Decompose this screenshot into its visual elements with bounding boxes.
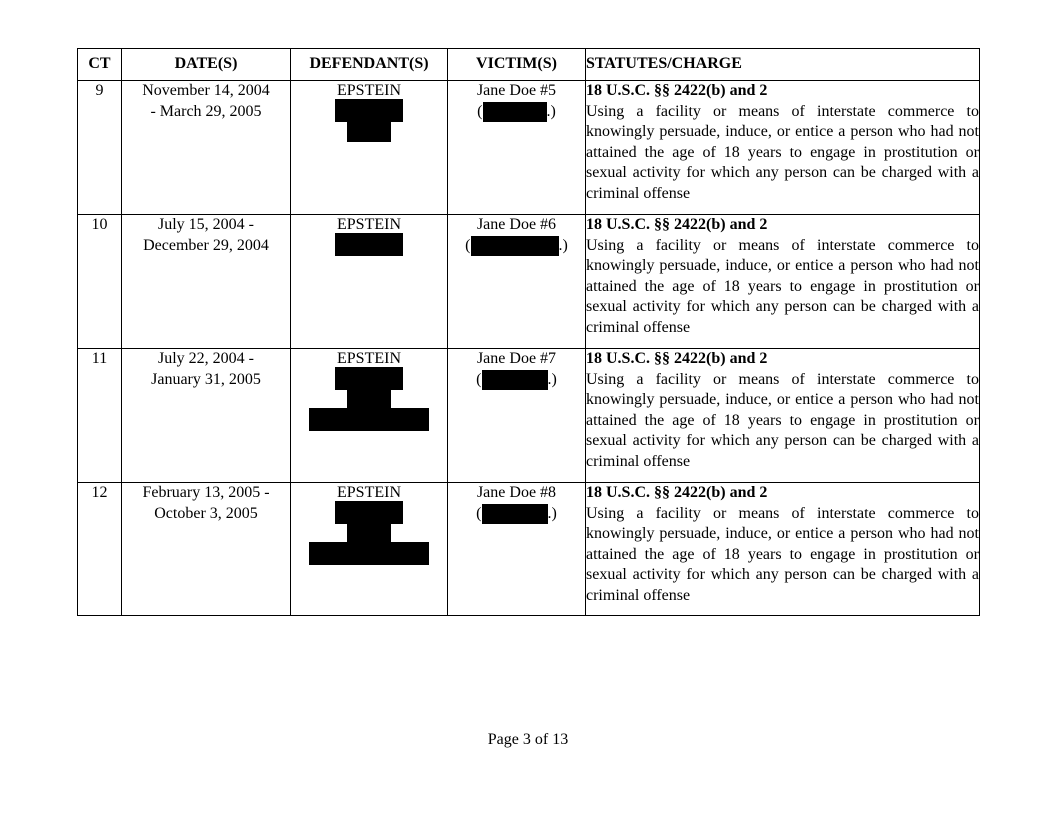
defendants-cell — [291, 349, 448, 483]
statute-cell — [586, 483, 980, 616]
table-row — [78, 483, 980, 616]
table-row — [78, 349, 980, 483]
victim-redacted-line — [477, 102, 556, 123]
statute-text: Using a facility or means of interstate commerce to knowingly persuade, induce, or entice a person who had not attained the age of 18 years to engage in prostitution or sexual activity for which any person can be charged with a criminal offense — [586, 102, 979, 202]
count-cell: 12 — [78, 483, 122, 616]
count-cell: 9 — [78, 81, 122, 215]
dates-cell — [122, 215, 291, 349]
close-paren: .) — [558, 236, 568, 254]
date-start: July 15, 2004 - — [158, 216, 254, 233]
defendants-cell — [291, 483, 448, 616]
table-row — [78, 215, 980, 349]
victim-name: Jane Doe #6 — [476, 216, 557, 233]
header-ct: CT — [78, 49, 122, 81]
header-defendants: DEFENDANT(S) — [291, 49, 448, 81]
defendant-name: EPSTEIN — [337, 484, 401, 501]
victim-name: Jane Doe #7 — [476, 350, 557, 367]
header-victims: VICTIM(S) — [448, 49, 586, 81]
victims-cell — [448, 81, 586, 215]
header-statutes: STATUTES/CHARGE — [586, 49, 980, 81]
redaction-block — [483, 102, 547, 122]
victim-redacted-line — [476, 370, 557, 391]
redaction-block — [347, 524, 391, 542]
dates-cell — [122, 349, 291, 483]
header-dates: DATE(S) — [122, 49, 291, 81]
redaction-block — [471, 236, 559, 256]
redaction-block — [482, 370, 548, 390]
dates-cell — [122, 483, 291, 616]
open-paren: ( — [476, 370, 482, 388]
redaction-block — [482, 504, 548, 524]
statute-title: 18 U.S.C. §§ 2422(b) and 2 — [586, 484, 768, 501]
victim-redacted-line — [476, 504, 557, 525]
date-start: February 13, 2005 - — [142, 484, 270, 501]
redaction-block — [347, 390, 391, 408]
date-start: November 14, 2004 — [142, 82, 270, 99]
statute-text: Using a facility or means of interstate commerce to knowingly persuade, induce, or entice a person who had not attained the age of 18 years to engage in prostitution or sexual activity for which any person can be charged with a criminal offense — [586, 504, 979, 604]
statute-title: 18 U.S.C. §§ 2422(b) and 2 — [586, 350, 768, 367]
page-number: Page 3 of 13 — [487, 731, 569, 748]
victim-redacted-line — [465, 236, 568, 257]
victim-name: Jane Doe #8 — [476, 484, 557, 501]
redaction-block — [335, 233, 403, 256]
open-paren: ( — [477, 102, 483, 120]
count-cell: 10 — [78, 215, 122, 349]
statute-cell — [586, 81, 980, 215]
statute-text: Using a facility or means of interstate commerce to knowingly persuade, induce, or entice a person who had not attained the age of 18 years to engage in prostitution or sexual activity for which any person can be charged with a criminal offense — [586, 370, 979, 470]
statute-cell — [586, 215, 980, 349]
redaction-block — [335, 501, 403, 524]
defendant-name: EPSTEIN — [337, 350, 401, 367]
defendant-name: EPSTEIN — [337, 216, 401, 233]
redaction-block — [309, 408, 429, 431]
table-row — [78, 81, 980, 215]
redaction-block — [347, 122, 391, 142]
close-paren: .) — [547, 504, 557, 522]
redaction-block — [335, 99, 403, 122]
redaction-block — [335, 367, 403, 390]
close-paren: .) — [547, 370, 557, 388]
date-end: January 31, 2005 — [151, 370, 261, 388]
charges-table — [77, 48, 980, 616]
header-row — [78, 49, 980, 81]
defendants-cell — [291, 81, 448, 215]
redaction-block — [309, 542, 429, 565]
victims-cell — [448, 349, 586, 483]
victims-cell — [448, 483, 586, 616]
open-paren: ( — [476, 504, 482, 522]
victim-name: Jane Doe #5 — [476, 82, 557, 99]
date-end: October 3, 2005 — [154, 504, 258, 522]
close-paren: .) — [546, 102, 556, 120]
open-paren: ( — [465, 236, 471, 254]
victims-cell — [448, 215, 586, 349]
defendant-name: EPSTEIN — [337, 82, 401, 99]
statute-title: 18 U.S.C. §§ 2422(b) and 2 — [586, 216, 768, 233]
defendants-cell — [291, 215, 448, 349]
date-end: - March 29, 2005 — [150, 102, 262, 120]
date-start: July 22, 2004 - — [158, 350, 254, 367]
statute-text: Using a facility or means of interstate commerce to knowingly persuade, induce, or entice a person who had not attained the age of 18 years to engage in prostitution or sexual activity for which any person can be charged with a criminal offense — [586, 236, 979, 336]
count-cell: 11 — [78, 349, 122, 483]
statute-title: 18 U.S.C. §§ 2422(b) and 2 — [586, 82, 768, 99]
dates-cell — [122, 81, 291, 215]
date-end: December 29, 2004 — [143, 236, 269, 254]
statute-cell — [586, 349, 980, 483]
